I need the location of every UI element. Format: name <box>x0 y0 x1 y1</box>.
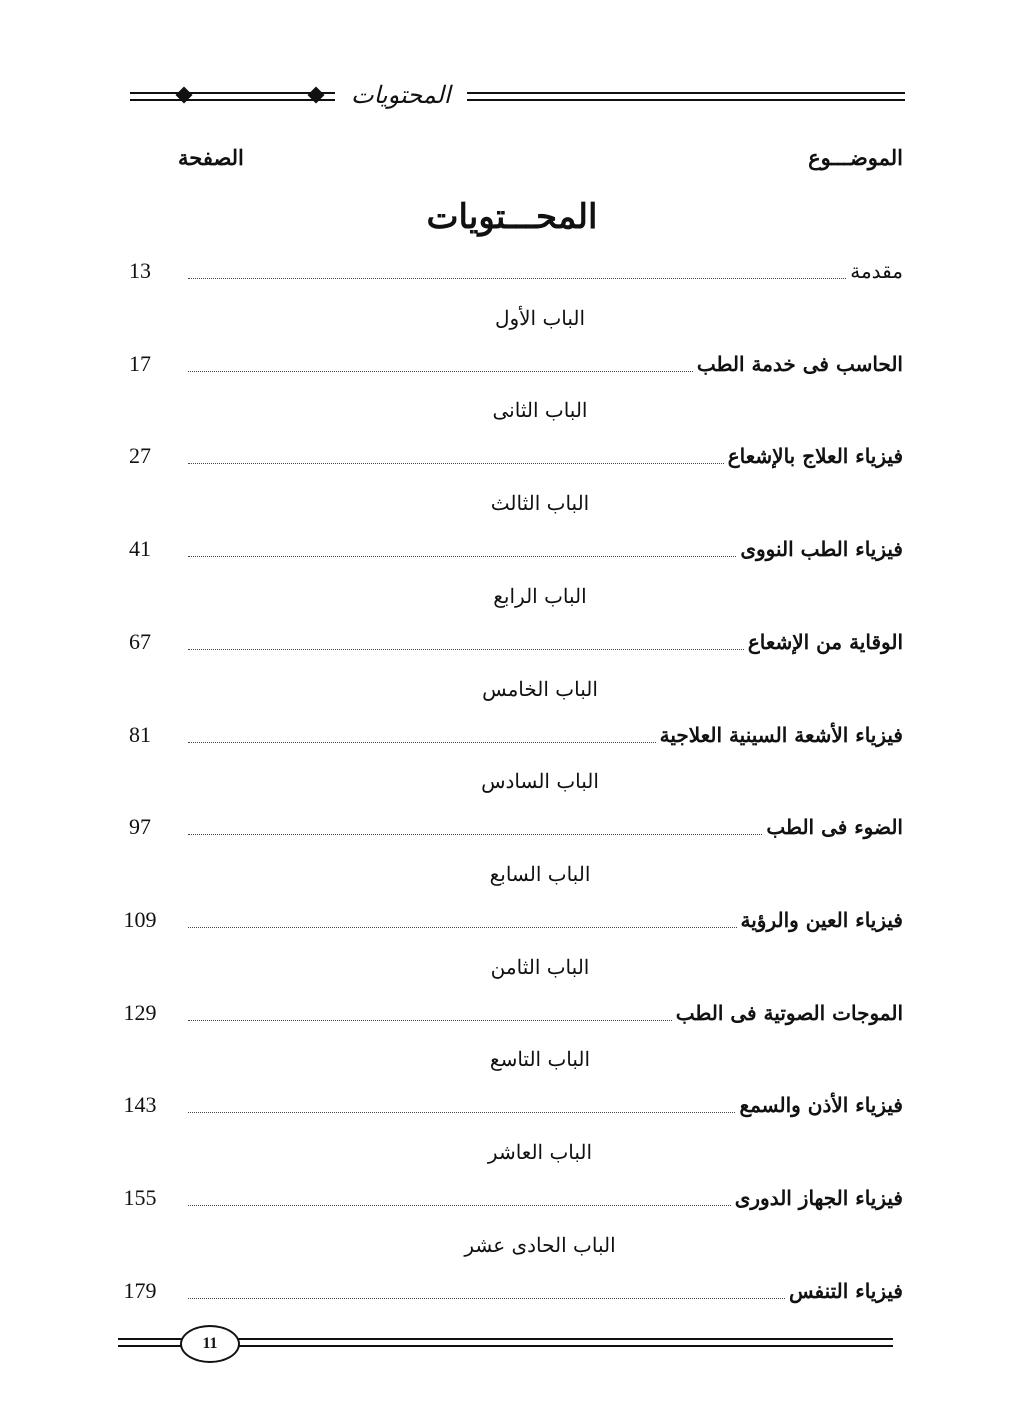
toc-page-number: 13 <box>129 258 151 283</box>
toc-page-number: 129 <box>123 1000 157 1025</box>
toc-leader-dots <box>188 1298 785 1299</box>
toc-page-number: 155 <box>123 1185 157 1210</box>
toc-leader-dots <box>188 834 762 835</box>
toc-page-number: 27 <box>129 443 151 468</box>
toc-row <box>110 1275 903 1307</box>
toc-page-number: 179 <box>123 1278 157 1303</box>
toc-row <box>110 626 903 658</box>
toc-entry-title: الحاسب فى خدمة الطب <box>696 352 903 376</box>
toc-row <box>110 1089 903 1121</box>
header-rule-top <box>130 92 905 94</box>
toc-page-number: 17 <box>129 351 151 376</box>
toc-page-number: 41 <box>129 536 151 561</box>
toc-entry-title: الضوء فى الطب <box>766 815 903 839</box>
toc-leader-dots <box>188 1112 735 1113</box>
toc-entry-title: فيزياء الطب النووى <box>740 537 903 561</box>
chapter-label: الباب العاشر <box>487 1140 593 1164</box>
toc-row <box>110 348 903 380</box>
toc-entry-title: فيزياء العلاج بالإشعاع <box>727 444 903 468</box>
toc-entry-title: فيزياء الأشعة السينية العلاجية <box>659 723 903 747</box>
footer-ornament <box>118 1325 893 1365</box>
page-number: 11 <box>180 1325 240 1363</box>
toc-row <box>110 719 903 751</box>
toc-entry-title: فيزياء التنفس <box>789 1279 903 1303</box>
chapter-label: الباب السابع <box>489 862 591 886</box>
chapter-label: الباب الثامن <box>490 955 590 979</box>
toc-entry-title: فيزياء الجهاز الدورى <box>734 1186 903 1210</box>
chapter-label: الباب التاسع <box>489 1047 591 1071</box>
toc-row <box>110 255 903 287</box>
chapter-label: الباب الحادى عشر <box>464 1233 616 1257</box>
toc-page-number: 97 <box>129 814 151 839</box>
chapter-label: الباب الثالث <box>490 491 590 515</box>
toc-row <box>110 440 903 472</box>
chapter-label: الباب الثانى <box>492 398 588 422</box>
toc-leader-dots <box>188 649 744 650</box>
running-header-title: المحتويات <box>335 79 467 111</box>
toc-page-number: 143 <box>123 1092 157 1117</box>
header-ornament <box>130 81 905 110</box>
toc-leader-dots <box>188 556 736 557</box>
toc-row <box>110 904 903 936</box>
toc-page-number: 67 <box>129 629 151 654</box>
toc-entry-title: فيزياء العين والرؤية <box>740 908 903 932</box>
chapter-label: الباب الأول <box>494 306 586 330</box>
toc-leader-dots <box>188 927 737 928</box>
toc-entry-title: الموجات الصوتية فى الطب <box>675 1001 903 1025</box>
toc-row <box>110 811 903 843</box>
toc-row <box>110 533 903 565</box>
toc-page-number: 109 <box>123 907 157 932</box>
page-column-label: الصفحة <box>178 145 244 170</box>
toc-leader-dots <box>188 371 693 372</box>
toc-entry-title: مقدمة <box>850 259 903 283</box>
toc-row <box>110 997 903 1029</box>
toc-leader-dots <box>188 742 656 743</box>
toc-leader-dots <box>188 1205 731 1206</box>
toc-page-number: 81 <box>129 722 151 747</box>
chapter-label: الباب الرابع <box>493 584 587 608</box>
toc-leader-dots <box>188 1020 672 1021</box>
topic-column-label: الموضـــوع <box>808 145 903 170</box>
toc-entry-title: فيزياء الأذن والسمع <box>739 1093 903 1117</box>
header-rule-bottom <box>130 99 905 101</box>
toc-entry-title: الوقاية من الإشعاع <box>747 630 903 654</box>
chapter-label: الباب الخامس <box>482 677 598 701</box>
chapter-label: الباب السادس <box>481 769 599 793</box>
toc-leader-dots <box>188 463 724 464</box>
page-title: المحـــتويات <box>426 197 598 237</box>
toc-leader-dots <box>188 278 846 279</box>
toc-row <box>110 1182 903 1214</box>
